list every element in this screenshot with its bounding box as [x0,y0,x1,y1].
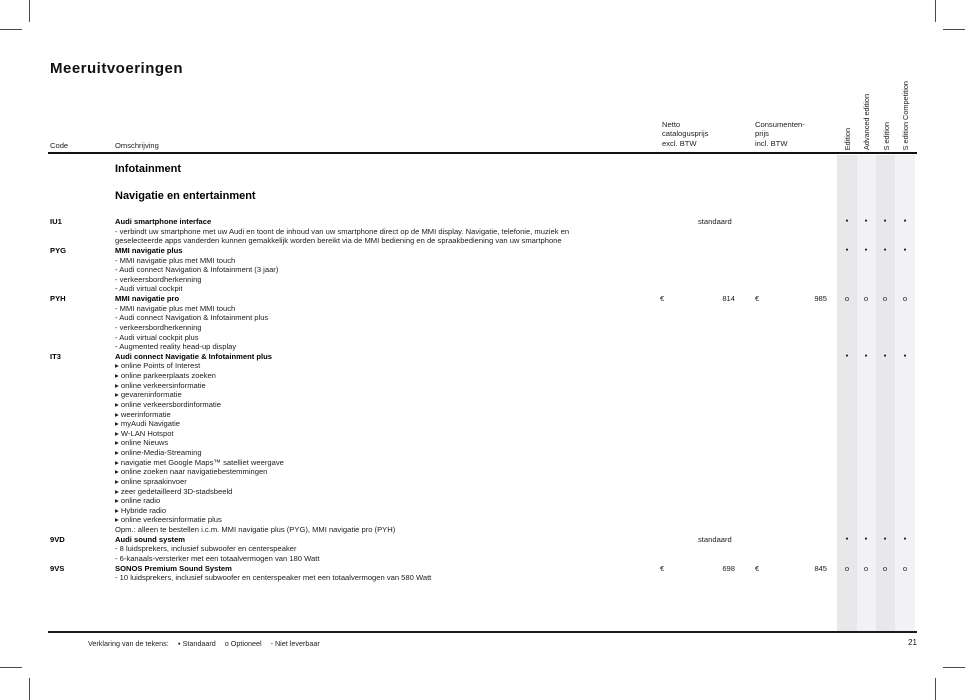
option-code: IT3 [50,351,61,361]
option-detail-line: ▸ online zoeken naar navigatiebestemmingen [115,467,268,477]
consumer-price-currency: € [755,563,760,573]
section-heading: Infotainment [115,163,181,175]
standard-dot-marker: ● [864,246,868,253]
consumer-price-header-line: prijs [755,129,769,139]
page-number: 21 [908,638,917,647]
standard-dot-marker: ● [845,218,849,224]
legend-item-standard [178,639,218,648]
standard-dot-marker: ● [903,246,907,253]
standard-dot-marker: ● [883,535,887,542]
price-label-standard: standaard [698,217,732,226]
edition-column-label: S edition [881,121,891,150]
option-row-pyg [0,246,965,294]
consumer-price-header-line: Consumenten- [755,120,805,129]
crop-mark [0,667,22,668]
option-detail-line: ▸ myAudi Navigatie [115,419,181,429]
table-footer-rule [48,631,917,633]
legend-label: Niet leverbaar [274,639,320,648]
option-detail-line: ▸ weerinformatie [115,409,171,419]
legend-label: Optioneel [230,639,262,648]
standard-dot-marker: ● [864,352,868,359]
option-detail-line: - 6-kanaals-versterker met een totaalvermogen van 180 Watt [115,553,320,563]
price-label-standard: standaard [698,534,732,544]
option-code: 9VS [50,563,65,573]
option-title: SONOS Premium Sound System [115,563,232,573]
options-table-body [0,217,965,583]
subsection-heading: Navigatie en entertainment [115,190,256,202]
option-detail-line: ▸ online-Media-Streaming [115,448,202,457]
crop-mark [935,678,936,700]
option-row-pyh [0,294,965,352]
net-price-currency: € [660,294,665,303]
crop-mark [935,0,936,22]
crop-mark [0,29,22,30]
net-price-currency: € [660,563,665,573]
legend-footer [88,639,320,648]
standard-dot-icon: ● [177,642,181,647]
net-price-header-line: catalogusprijs [662,129,709,139]
option-detail-line: Opm.: alleen te bestellen i.c.m. MMI navigatie plus (PYG), MMI navigatie pro (PYH) [115,525,396,534]
option-title: Audi connect Navigatie & Infotainment plus [115,351,272,361]
option-detail-line: ▸ gevareninformatie [115,390,182,400]
option-detail-line: ▸ online verkeersinformatie [115,380,206,390]
optional-marker: o [882,294,888,303]
consumer-price-value: 985 [814,294,827,303]
optional-marker: o [844,563,850,573]
crop-mark [29,0,30,22]
column-header-code: Code [50,141,69,150]
option-code: PYH [50,294,66,303]
standard-dot-marker: ● [864,535,868,542]
option-detail-line: ▸ online Nieuws [115,438,169,448]
option-detail-line: ▸ online verkeersbordinformatie [115,399,221,409]
standard-dot-marker: ● [903,218,907,224]
option-detail-line: - 8 luidsprekers, inclusief subwoofer en centerspeaker [115,544,297,554]
option-title: Audi smartphone interface [115,217,212,226]
option-row-9vd [0,535,965,564]
option-detail-line: - MMI navigatie plus met MMI touch [115,255,236,265]
option-detail-line: - Audi virtual cockpit [115,284,183,294]
standard-dot-marker: ● [845,246,849,253]
optional-marker: o [844,294,850,303]
option-detail-line: - 10 luidsprekers, inclusief subwoofer en centerspeaker met een totaalvermogen van 580 Watt [115,573,432,583]
net-price-header-line: excl. BTW [662,138,697,148]
net-price-header-line: Netto [662,120,681,129]
option-title: MMI navigatie pro [115,294,180,303]
page-title: Meeruitvoeringen [50,60,184,77]
option-detail-line: ▸ online radio [115,496,161,506]
option-code: IU1 [50,217,62,226]
consumer-price-currency: € [755,294,760,303]
legend-intro: Verklaring van de tekens: [88,639,169,648]
option-detail-line: ▸ online parkeerplaats zoeken [115,371,216,380]
edition-column-label: Edition [843,127,852,150]
option-detail-line: - Audi connect Navigation & Infotainment (3 jaar) [115,265,279,275]
standard-dot-marker: ● [903,535,907,542]
legend-item-optional [225,639,264,648]
option-detail-line: - verbindt uw smartphone met uw Audi en toont de inhoud van uw smartphone direct op de MMI display. Navigatie, telefonie, muziek en [115,226,570,236]
optional-marker: o [882,563,888,573]
option-detail-line: - verkeersbordherkenning [115,322,202,332]
option-row-it3 [0,352,965,535]
option-title: Audi sound system [115,534,186,544]
option-description [115,352,965,535]
edition-column-label: S edition Competition [900,80,910,150]
standard-dot-marker: ● [883,218,887,224]
edition-column-label: Advanced edition [862,94,872,150]
option-detail-line: - verkeersbordherkenning [115,274,202,284]
option-detail-line: ▸ online Points of Interest [115,361,201,371]
option-code: 9VD [50,534,65,544]
standard-dot-marker: ● [883,352,887,359]
optional-marker: o [902,294,908,303]
option-detail-line: - Audi connect Navigation & Infotainment plus [115,313,269,323]
optional-marker: o [863,294,869,303]
option-detail-line: ▸ navigatie met Google Maps™ satelliet weergave [115,457,284,467]
standard-dot-marker: ● [864,218,868,224]
legend-item-not-available [271,639,320,648]
optional-marker: o [863,563,869,573]
standard-dot-marker: ● [903,352,907,359]
option-detail-line: ▸ online spraakinvoer [115,476,187,486]
standard-dot-marker: ● [845,352,849,359]
option-code: PYG [50,245,67,255]
standard-dot-marker: ● [883,246,887,253]
net-price-value: 814 [722,294,735,303]
option-detail-line: geselecteerde apps vanderden kunnen gemakkelijk worden bereikt via de MMI bediening en de spraakbediening van uw smartphone [115,236,562,246]
column-header-consumer-price [755,120,805,148]
legend-label: Standaard [182,639,216,648]
option-detail-line: - Augmented reality head-up display [115,342,237,352]
option-detail-line: ▸ W-LAN Hotspot [115,428,174,438]
option-detail-line: ▸ zeer gedetailleerd 3D-stadsbeeld [115,486,233,496]
table-header-rule [48,152,917,154]
option-title: MMI navigatie plus [115,245,183,255]
option-detail-line: ▸ Hybride radio [115,505,167,515]
option-row-iu1 [0,217,965,246]
crop-mark [29,678,30,700]
standard-dot-marker: ● [845,535,849,542]
net-price-value: 698 [722,563,735,573]
dash-symbol: - [270,639,273,648]
optional-marker: o [902,563,908,573]
option-detail-line: - MMI navigatie plus met MMI touch [115,303,236,313]
option-detail-line: - Audi virtual cockpit plus [115,332,199,342]
crop-mark [943,29,965,30]
optional-symbol: o [224,639,229,648]
consumer-price-header-line: incl. BTW [755,138,788,148]
column-header-description: Omschrijving [115,141,159,150]
crop-mark [943,667,965,668]
column-header-net-price [662,120,708,148]
consumer-price-value: 845 [814,563,827,573]
option-detail-line: ▸ online verkeersinformatie plus [115,515,222,525]
option-row-9vs [0,564,965,583]
